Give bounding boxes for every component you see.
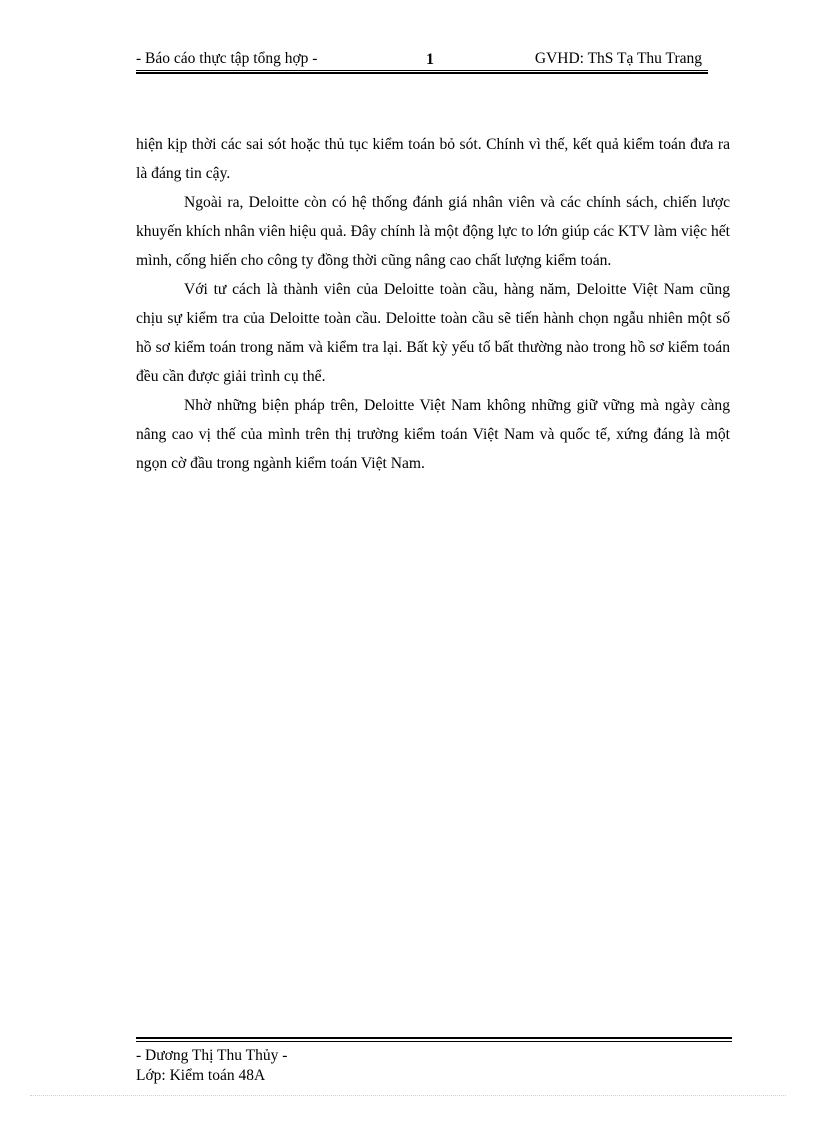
paragraph-3: Với tư cách là thành viên của Deloitte toàn cầu, hàng năm, Deloitte Việt Nam cũng chịu sự kiểm tra của Deloitte toàn cầu. Deloitte toàn cầu sẽ tiến hành chọn ngẫu nhiên một số hồ sơ kiểm toán trong năm và kiểm tra lại. Bất kỳ yếu tố bất thường nào trong hồ sơ kiểm toán đều cần được giải trình cụ thể.	[136, 281, 730, 385]
footer-rule-thin	[136, 1041, 732, 1042]
header-supervisor: GVHD: ThS Tạ Thu Trang	[534, 50, 702, 67]
header-rule-thin	[136, 70, 708, 71]
paragraph-1: hiện kịp thời các sai sót hoặc thủ tục kiểm toán bỏ sót. Chính vì thế, kết quả kiểm toán đưa ra là đáng tin cậy.	[136, 136, 730, 182]
body-text	[136, 130, 730, 478]
paragraph-4: Nhờ những biện pháp trên, Deloitte Việt Nam không những giữ vững mà ngày càng nâng cao vị thế của mình trên thị trường kiểm toán Việt Nam và quốc tế, xứng đáng là một ngọn cờ đầu trong ngành kiểm toán Việt Nam.	[136, 397, 730, 472]
footer-rule-thick	[136, 1037, 732, 1039]
header-report-title: - Báo cáo thực tập tổng hợp -	[136, 50, 318, 67]
page-header	[136, 50, 708, 70]
page-footer	[136, 1046, 287, 1086]
header-rule-thick	[136, 72, 708, 74]
footer-class: Lớp: Kiểm toán 48A	[136, 1067, 266, 1084]
footer-author: - Dương Thị Thu Thủy -	[136, 1047, 288, 1064]
page-bottom-dotted-line	[30, 1095, 786, 1096]
paragraph-2: Ngoài ra, Deloitte còn có hệ thống đánh giá nhân viên và các chính sách, chiến lược khuyến khích nhân viên hiệu quả. Đây chính là một động lực to lớn giúp các KTV làm việc hết mình, cống hiến cho công ty đồng thời cũng nâng cao chất lượng kiểm toán.	[136, 194, 730, 269]
header-page-number: 1	[426, 51, 434, 68]
